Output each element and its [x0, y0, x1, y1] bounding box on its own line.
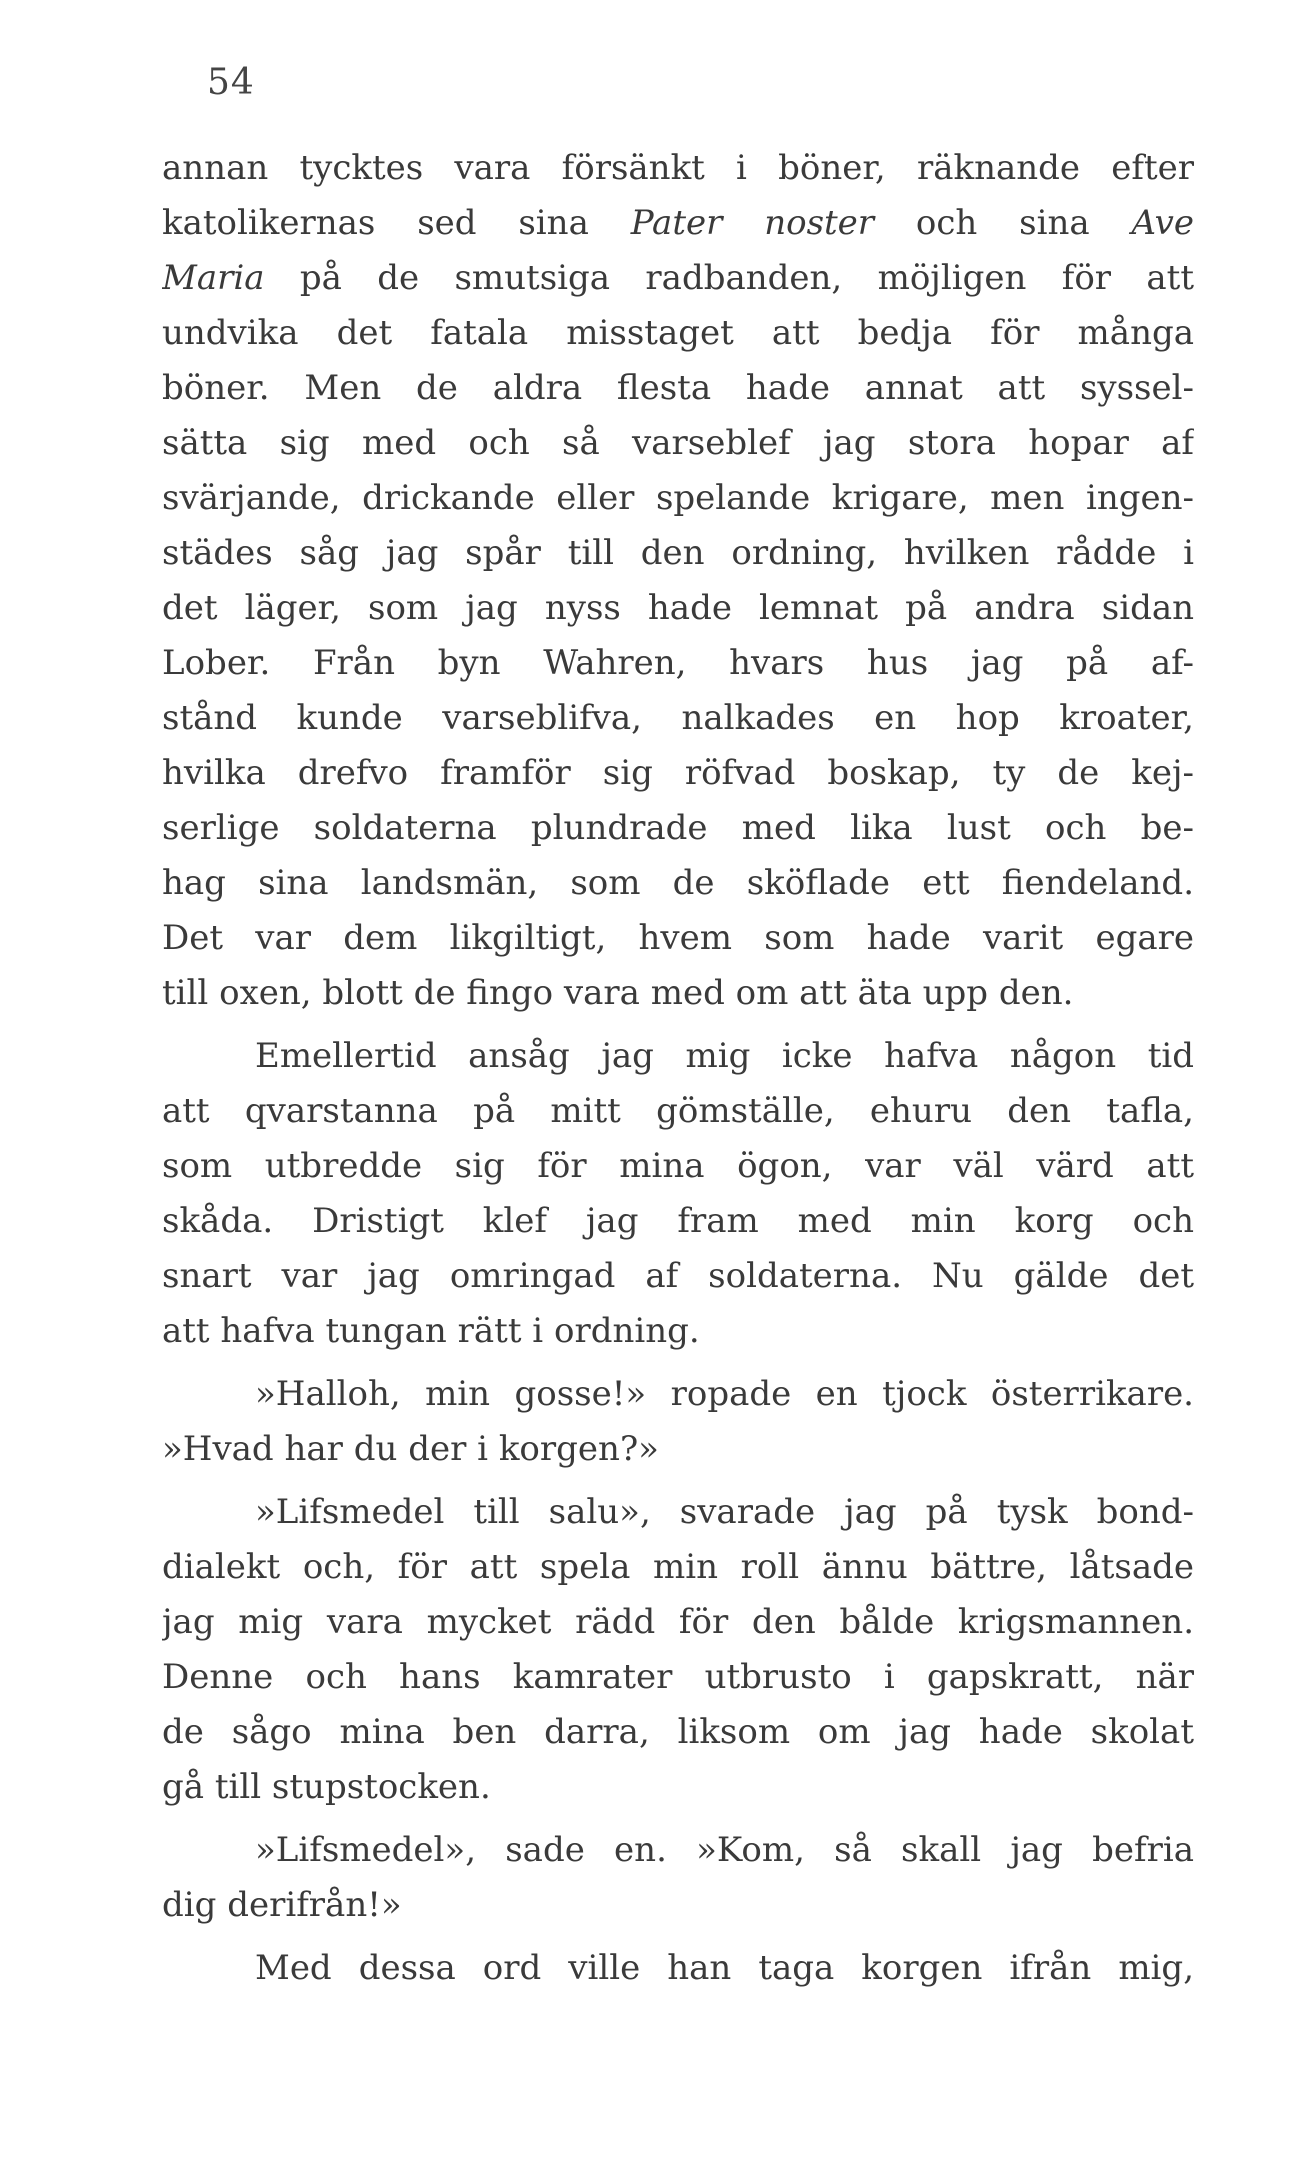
text-line: hag sina landsmän, som de sköflade ett fiendeland. [162, 863, 1194, 903]
text-line: stånd kunde varseblifva, nalkades en hop kroater, [162, 698, 1194, 738]
text-line: jag mig vara mycket rädd för den bålde krigsmannen. [162, 1602, 1194, 1642]
text-line: de sågo mina ben darra, liksom om jag hade skolat [162, 1712, 1194, 1752]
italic-phrase: Maria [162, 258, 265, 298]
text-line: svärjande, drickande eller spelande krigare, men ingen- [162, 478, 1194, 518]
text-line: serlige soldaterna plundrade med lika lust och be- [162, 808, 1194, 848]
text-line: till oxen, blott de fingo vara med om att äta upp den. [162, 973, 1074, 1013]
text-line: böner. Men de aldra flesta hade annat att syssel- [162, 368, 1194, 408]
text-line: Emellertid ansåg jag mig icke hafva någon tid [255, 1036, 1194, 1076]
text-line: »Halloh, min gosse!» ropade en tjock österrikare. [255, 1374, 1194, 1414]
text-line: att qvarstanna på mitt gömställe, ehuru den tafla, [162, 1091, 1194, 1131]
text-line: »Lifsmedel till salu», svarade jag på tysk bond- [255, 1492, 1194, 1532]
text-line: snart var jag omringad af soldaterna. Nu gälde det [162, 1256, 1194, 1296]
text-line: »Lifsmedel», sade en. »Kom, så skall jag befria [255, 1830, 1194, 1870]
text-line: Maria på de smutsiga radbanden, möjligen för att [162, 258, 1194, 298]
text-line: dialekt och, för att spela min roll ännu bättre, låtsade [162, 1547, 1194, 1587]
text-line: städes såg jag spår till den ordning, hvilken rådde i [162, 533, 1194, 573]
text-line: som utbredde sig för mina ögon, var väl värd att [162, 1146, 1194, 1186]
text-line: det läger, som jag nyss hade lemnat på andra sidan [162, 588, 1194, 628]
text-line: Lober. Från byn Wahren, hvars hus jag på af- [162, 643, 1194, 683]
page-number: 54 [207, 62, 255, 103]
text-line: annan tycktes vara försänkt i böner, räknande efter [162, 148, 1194, 188]
text-line: att hafva tungan rätt i ordning. [162, 1311, 700, 1351]
text-line: Denne och hans kamrater utbrusto i gapskratt, när [162, 1657, 1194, 1697]
text-line: undvika det fatala misstaget att bedja för många [162, 313, 1194, 353]
text-line: Med dessa ord ville han taga korgen ifrån mig, [255, 1948, 1194, 1988]
italic-phrase: Ave [1131, 203, 1194, 243]
text-line: hvilka drefvo framför sig röfvad boskap, ty de kej- [162, 753, 1194, 793]
text-line: dig derifrån!» [162, 1885, 402, 1925]
text-line: »Hvad har du der i korgen?» [162, 1429, 659, 1469]
text-line: skåda. Dristigt klef jag fram med min korg och [162, 1201, 1194, 1241]
text-line: sätta sig med och så varseblef jag stora hopar af [162, 423, 1194, 463]
italic-phrase: Pater noster [630, 203, 875, 243]
text-line: Det var dem likgiltigt, hvem som hade varit egare [162, 918, 1194, 958]
text-line: gå till stupstocken. [162, 1767, 491, 1807]
text-line: katolikernas sed sina Pater noster och sina Ave [162, 203, 1194, 243]
